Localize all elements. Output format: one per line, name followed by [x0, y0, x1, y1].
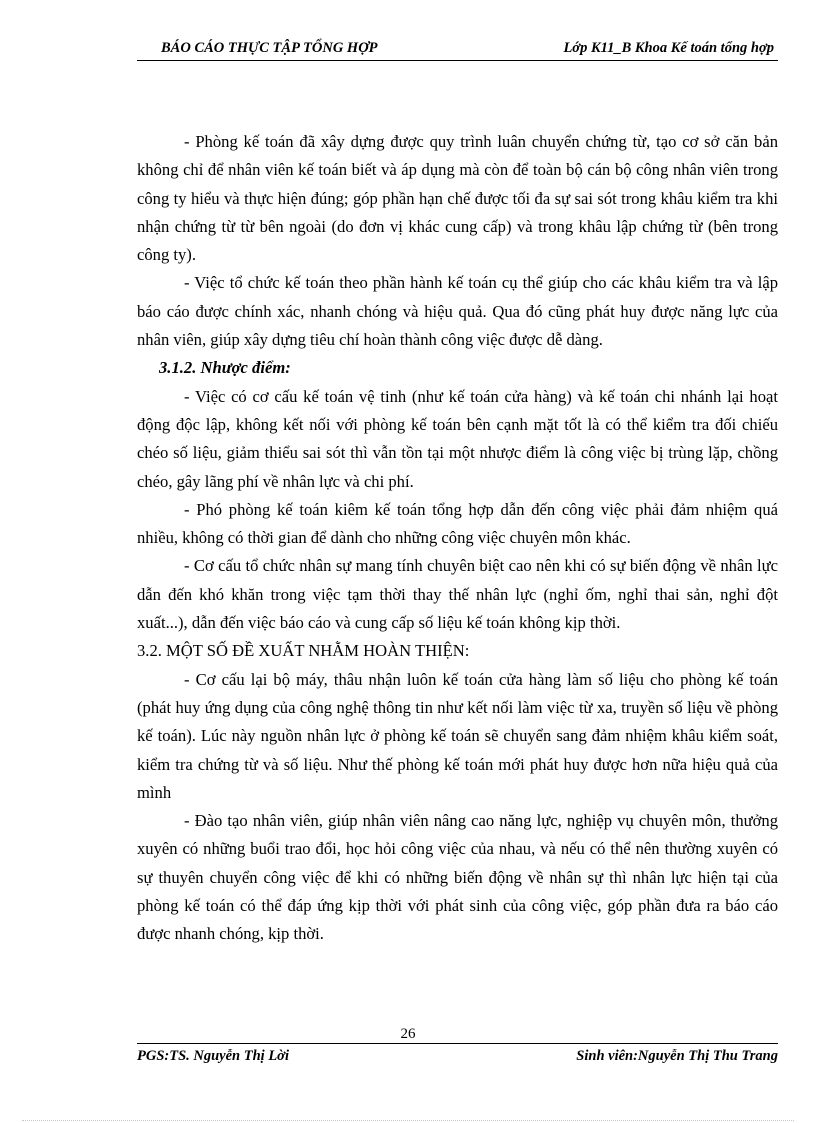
footer-student: Sinh viên:Nguyễn Thị Thu Trang — [576, 1048, 778, 1064]
paragraph-restructure-proposal: - Cơ cấu lại bộ máy, thâu nhận luôn kế toán cửa hàng làm số liệu cho phòng kế toán (phát huy ứng dụng của công nghệ thông tin như kết nối làm việc từ xa, truyền số liệu về phòng kế toán). Lúc này nguồn nhân lực ở phòng kế toán sẽ chuyển sang đảm nhiệm khâu kiểm soát, kiểm tra chứng từ và số liệu. Như thế phòng kế toán mới phát huy được hơn nữa hiệu quả của mình — [137, 669, 778, 802]
footer-supervisor: PGS:TS. Nguyễn Thị Lời — [137, 1048, 289, 1064]
header-class-info: Lớp K11_B Khoa Kế toán tổng hợp — [563, 40, 774, 56]
body-text — [137, 128, 778, 949]
section-heading-proposals: 3.2. MỘT SỐ ĐỀ XUẤT NHẰM HOÀN THIỆN: — [137, 641, 470, 661]
paragraph-accounting-organization: - Việc tổ chức kế toán theo phần hành kế toán cụ thể giúp cho các khâu kiểm tra và lập báo cáo được chính xác, nhanh chóng và hiệu quả. Qua đó cũng phát huy được năng lực của nhân viên, giúp xây dựng tiêu chí hoàn thành công việc được dễ dàng. — [137, 273, 778, 350]
paragraph-accounting-procedure: - Phòng kế toán đã xây dựng được quy trình luân chuyển chứng từ, tạo cơ sở căn bản không chỉ để nhân viên kế toán biết và áp dụng mà còn để toàn bộ cán bộ công nhân viên trong công ty hiểu và thực hiện đúng; góp phần hạn chế được tối đa sự sai sót trong khâu kiểm tra khi nhận chứng từ từ bên ngoài (do đơn vị khác cung cấp) và trong khâu lập chứng từ (bên trong công ty). — [137, 132, 778, 265]
paragraph-training-proposal: - Đào tạo nhân viên, giúp nhân viên nâng cao năng lực, nghiệp vụ chuyên môn, thưởng xuyên có những buổi trao đổi, học hỏi công việc của nhau, và nếu có thể nên thường xuyên có sự thuyên chuyển công việc để khi có những biến động về nhân sự thì nhân lực hiện tại của phòng kế toán có thể đáp ứng kịp thời với phát sinh của công việc, góp phần đưa ra báo cáo được nhanh chóng, kịp thời. — [137, 811, 778, 944]
page-header — [137, 38, 778, 61]
section-heading-weaknesses: 3.1.2. Nhược điểm: — [159, 358, 291, 378]
page-edge-divider — [22, 1120, 794, 1121]
paragraph-deputy-workload: - Phó phòng kế toán kiêm kế toán tổng hợp dẫn đến công việc phải đảm nhiệm quá nhiều, không có thời gian để dành cho những công việc chuyên môn khác. — [137, 499, 778, 548]
page-footer — [137, 1043, 778, 1070]
paragraph-staff-structure: - Cơ cấu tổ chức nhân sự mang tính chuyên biệt cao nên khi có sự biến động về nhân lực dẫn đến khó khăn trong việc tạm thời thay thế nhân lực (nghỉ ốm, nghỉ thai sản, nghỉ đột xuất...), dẫn đến việc báo cáo và cung cấp số liệu kế toán không kịp thời. — [137, 556, 778, 633]
header-report-title: BÁO CÁO THỰC TẬP TỔNG HỢP — [161, 40, 378, 56]
page-number: 26 — [400, 1026, 416, 1042]
paragraph-satellite-accounting: - Việc có cơ cấu kế toán vệ tinh (như kế toán cửa hàng) và kế toán chi nhánh lại hoạt động độc lập, không kết nối với phòng kế toán bên cạnh mặt tốt là có thể kiểm tra đối chiếu chéo số liệu, giảm thiểu sai sót thì vẫn tồn tại một nhược điểm là công việc bị trùng lặp, chồng chéo, gây lãng phí về nhân lực và chi phí. — [137, 386, 778, 491]
